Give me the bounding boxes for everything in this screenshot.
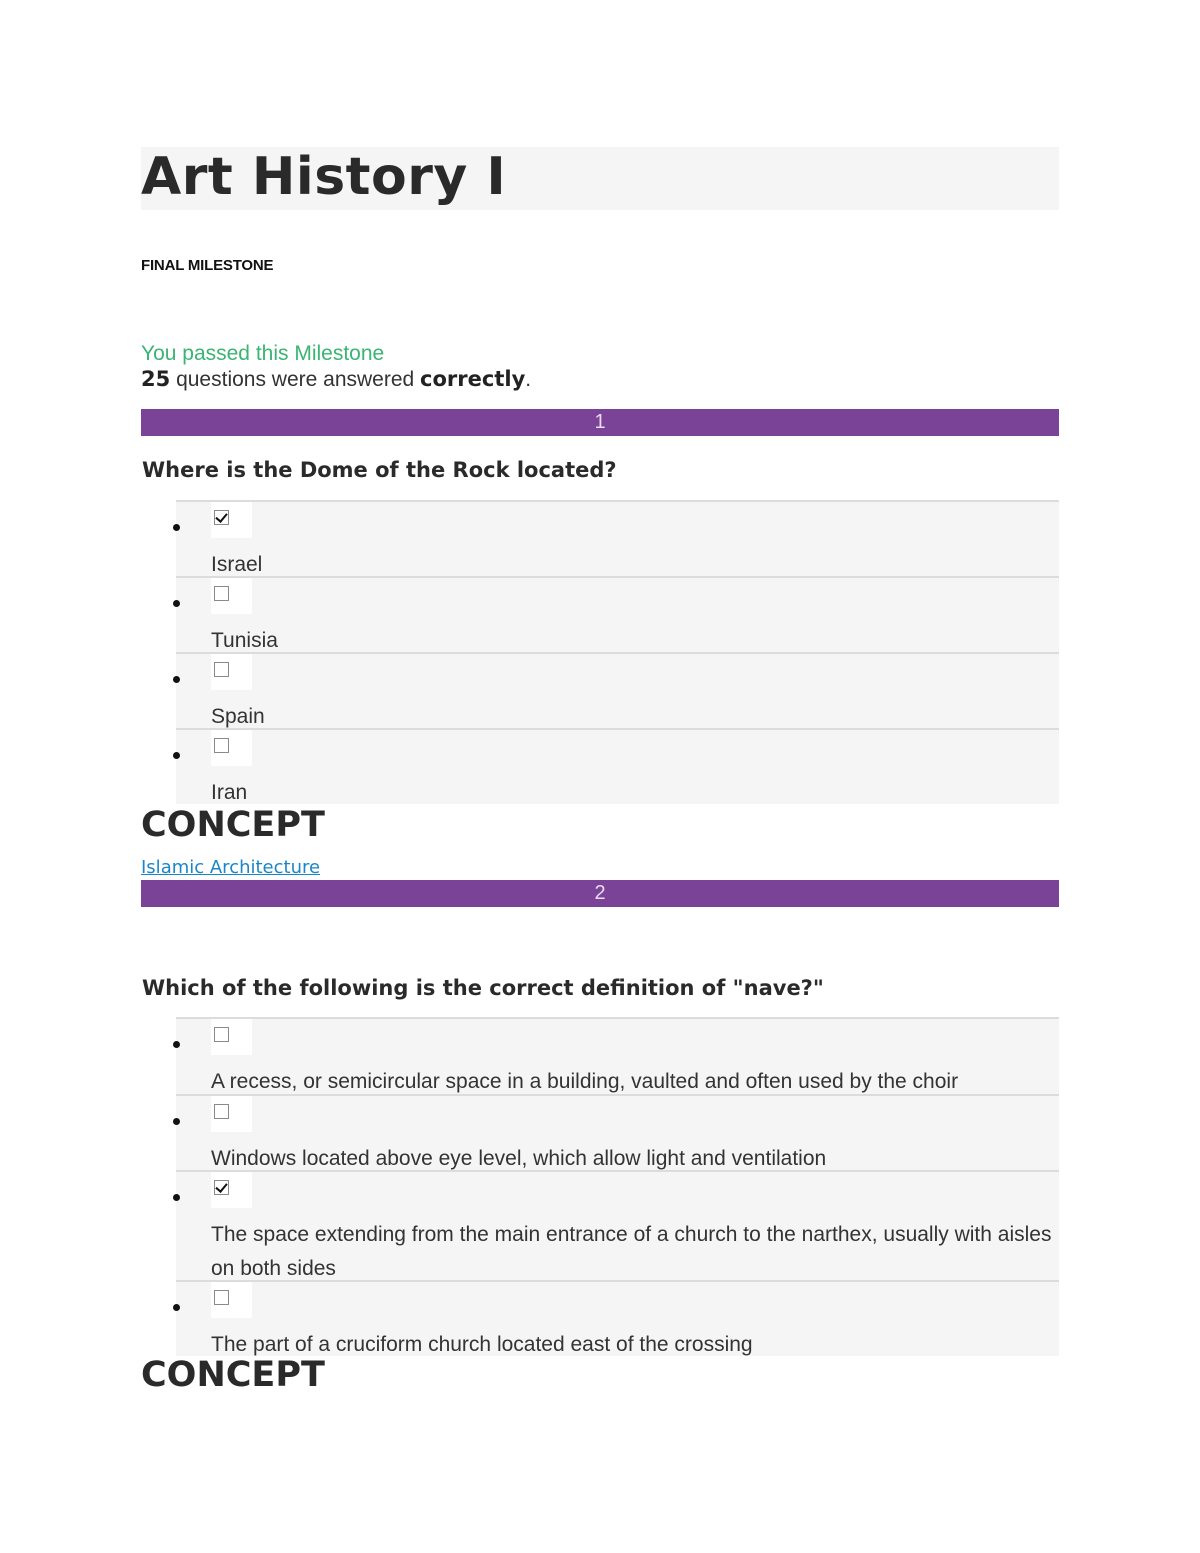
question-1-number-bar: 1 xyxy=(141,409,1059,436)
option-label: Iran xyxy=(211,781,248,804)
option-label: Israel xyxy=(211,553,263,576)
option-label: Spain xyxy=(211,705,265,728)
option-label: The space extending from the main entrance of a church to the narthex, usually with aisles on both sides xyxy=(211,1223,1052,1280)
checkbox-area xyxy=(211,1019,252,1055)
option-label: Windows located above eye level, which allow light and ventilation xyxy=(211,1147,827,1170)
question-2-option-3[interactable] xyxy=(176,1170,1059,1280)
bullet-icon xyxy=(173,1118,180,1125)
page-title: Art History I xyxy=(141,147,507,207)
checkbox-icon[interactable] xyxy=(214,586,229,601)
checkbox-icon[interactable] xyxy=(214,738,229,753)
bullet-icon xyxy=(173,676,180,683)
bullet-icon xyxy=(173,1304,180,1311)
checkbox-icon[interactable] xyxy=(214,510,229,525)
checkbox-area xyxy=(211,1096,252,1132)
option-label: A recess, or semicircular space in a building, vaulted and often used by the choir xyxy=(211,1070,959,1093)
question-2-text: Which of the following is the correct definition of "nave?" xyxy=(142,976,824,1000)
checkbox-icon[interactable] xyxy=(214,1027,229,1042)
question-2-option-4[interactable] xyxy=(176,1280,1059,1356)
checkbox-area xyxy=(211,1282,252,1318)
checkbox-area xyxy=(211,730,252,766)
concept-heading-1: CONCEPT xyxy=(141,805,325,845)
bullet-icon xyxy=(173,1194,180,1201)
question-2-options xyxy=(176,1017,1059,1356)
checkbox-area xyxy=(211,502,252,538)
question-1-option-2[interactable] xyxy=(176,576,1059,652)
concept-link-islamic-architecture[interactable]: Islamic Architecture xyxy=(141,857,321,878)
question-2-number-bar: 2 xyxy=(141,880,1059,907)
question-1-option-1[interactable] xyxy=(176,500,1059,576)
option-label: The part of a cruciform church located east of the crossing xyxy=(211,1333,753,1356)
score-summary xyxy=(141,367,531,392)
concept-heading-2: CONCEPT xyxy=(141,1355,325,1395)
checkbox-area xyxy=(211,654,252,690)
passed-message: You passed this Milestone xyxy=(141,342,385,365)
bullet-icon xyxy=(173,752,180,759)
question-1-text: Where is the Dome of the Rock located? xyxy=(142,458,617,482)
checkbox-icon[interactable] xyxy=(214,1290,229,1305)
summary-end: . xyxy=(525,368,532,391)
checkbox-icon[interactable] xyxy=(214,1180,229,1195)
option-label: Tunisia xyxy=(211,629,278,652)
milestone-subtitle: FINAL MILESTONE xyxy=(141,257,274,274)
question-1-option-4[interactable] xyxy=(176,728,1059,804)
checkbox-icon[interactable] xyxy=(214,662,229,677)
question-2-option-1[interactable] xyxy=(176,1017,1059,1094)
bullet-icon xyxy=(173,524,180,531)
question-1-option-3[interactable] xyxy=(176,652,1059,728)
checkbox-area xyxy=(211,578,252,614)
question-2-option-2[interactable] xyxy=(176,1094,1059,1170)
summary-emphasis: correctly xyxy=(420,367,526,391)
checkbox-icon[interactable] xyxy=(214,1104,229,1119)
checkbox-area xyxy=(211,1172,252,1208)
correct-count: 25 xyxy=(141,367,171,391)
summary-text: questions were answered xyxy=(170,368,421,391)
question-1-options xyxy=(176,500,1059,804)
bullet-icon xyxy=(173,1041,180,1048)
bullet-icon xyxy=(173,600,180,607)
